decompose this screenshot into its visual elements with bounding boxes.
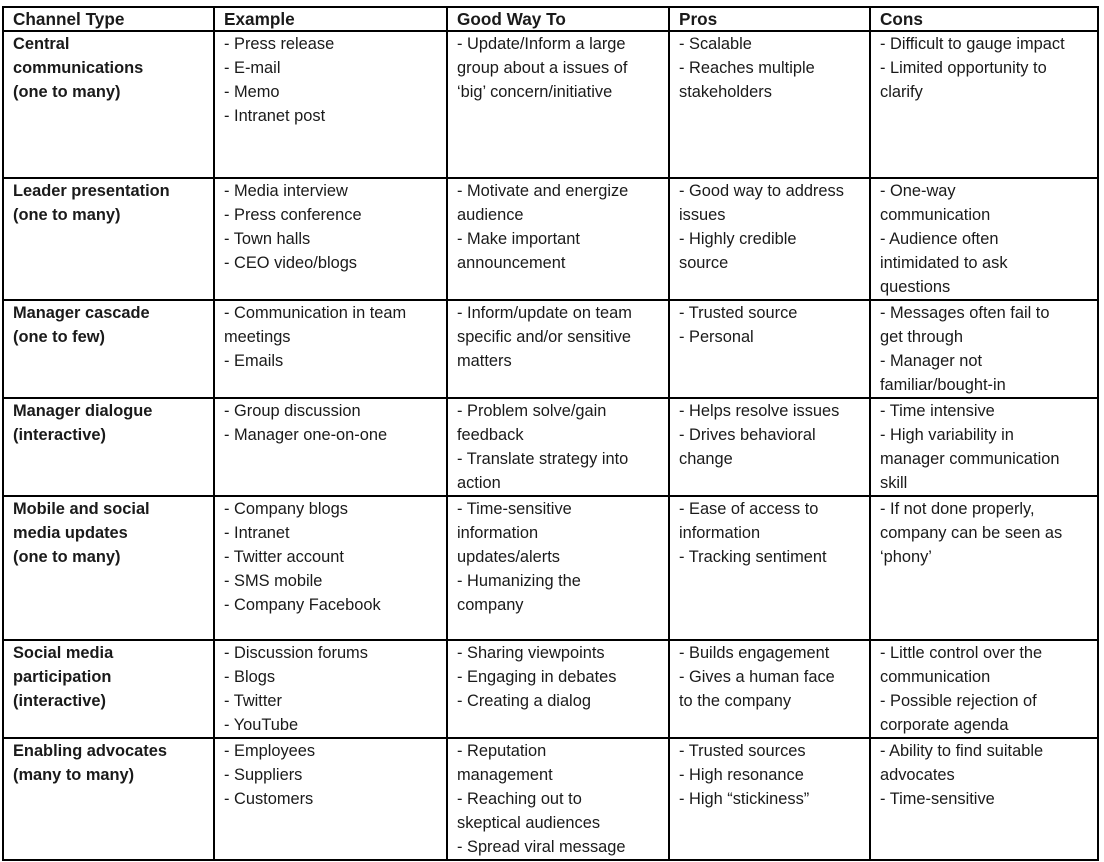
channel-type-cell xyxy=(3,738,214,860)
cell-line: Mobile and social xyxy=(13,500,150,518)
table-row xyxy=(3,31,1098,178)
cell-line: - Little control over the xyxy=(880,644,1043,662)
cell-line: specific and/or sensitive xyxy=(457,328,632,346)
cell-line: Central xyxy=(13,35,70,53)
cell-line: change xyxy=(679,450,733,468)
cell-line: communications xyxy=(13,59,144,77)
cell-line: - Trusted source xyxy=(679,304,798,322)
cell-line: Enabling advocates xyxy=(13,742,167,760)
cell-line: (one to few) xyxy=(13,328,105,346)
communication-channels-table xyxy=(2,6,1099,861)
cell-line: - Messages often fail to xyxy=(880,304,1050,322)
cell-line: - E-mail xyxy=(224,59,281,77)
cell-line: participation xyxy=(13,668,112,686)
cell-line: communication xyxy=(880,668,991,686)
cell-line: - Engaging in debates xyxy=(457,668,617,686)
cell-line: - Drives behavioral xyxy=(679,426,816,444)
cell-line: - Limited opportunity to xyxy=(880,59,1047,77)
cons-cell xyxy=(870,300,1098,398)
example-cell xyxy=(214,738,447,860)
cell-line: get through xyxy=(880,328,963,346)
cell-line: advocates xyxy=(880,766,955,784)
pros-cell xyxy=(669,398,870,496)
cell-line: - Media interview xyxy=(224,182,348,200)
table-row xyxy=(3,496,1098,640)
cell-line: - Personal xyxy=(679,328,754,346)
cell-line: clarify xyxy=(880,83,923,101)
cell-line: - Time-sensitive xyxy=(457,500,572,518)
cell-line: - High resonance xyxy=(679,766,804,784)
cell-line: company xyxy=(457,596,524,614)
cell-line: manager communication xyxy=(880,450,1060,468)
cell-line: (interactive) xyxy=(13,692,106,710)
table-row xyxy=(3,300,1098,398)
table-body xyxy=(3,31,1098,860)
cell-line: - Update/Inform a large xyxy=(457,35,626,53)
cell-line: - If not done properly, xyxy=(880,500,1035,518)
cell-line: meetings xyxy=(224,328,291,346)
table-row xyxy=(3,640,1098,738)
cell-line: - Builds engagement xyxy=(679,644,830,662)
cell-line: - Audience often xyxy=(880,230,999,248)
cell-line: (one to many) xyxy=(13,206,121,224)
cell-line: stakeholders xyxy=(679,83,772,101)
example-cell xyxy=(214,178,447,300)
example-cell xyxy=(214,640,447,738)
header-example: Example xyxy=(214,7,447,31)
cell-line: ‘phony’ xyxy=(880,548,932,566)
header-row xyxy=(3,7,1098,31)
cell-line: - Motivate and energize xyxy=(457,182,629,200)
cell-line: - Town halls xyxy=(224,230,311,248)
cell-line: - Twitter account xyxy=(224,548,344,566)
cell-line: familiar/bought-in xyxy=(880,376,1006,394)
cell-line: - Press conference xyxy=(224,206,362,224)
cell-line: - Reaching out to xyxy=(457,790,582,808)
channel-type-cell xyxy=(3,178,214,300)
cell-line: action xyxy=(457,474,501,492)
cell-line: - Discussion forums xyxy=(224,644,368,662)
good-way-to-cell xyxy=(447,640,669,738)
cell-line: - Twitter xyxy=(224,692,282,710)
cell-line: - Problem solve/gain xyxy=(457,402,607,420)
table-row xyxy=(3,398,1098,496)
cell-line: - Highly credible xyxy=(679,230,797,248)
header-pros: Pros xyxy=(669,7,870,31)
cell-line: announcement xyxy=(457,254,566,272)
cell-line: - Inform/update on team xyxy=(457,304,632,322)
cell-line: - Employees xyxy=(224,742,316,760)
cell-line: media updates xyxy=(13,524,128,542)
cell-line: - YouTube xyxy=(224,716,299,734)
cell-line: intimidated to ask xyxy=(880,254,1008,272)
cell-line: ‘big’ concern/initiative xyxy=(457,83,613,101)
cell-line: - Good way to address xyxy=(679,182,844,200)
channel-type-cell xyxy=(3,398,214,496)
cell-line: corporate agenda xyxy=(880,716,1009,734)
cell-line: - Company Facebook xyxy=(224,596,381,614)
cell-line: - Reputation xyxy=(457,742,547,760)
cell-line: - High variability in xyxy=(880,426,1014,444)
cell-line: Manager dialogue xyxy=(13,402,153,420)
cell-line: - SMS mobile xyxy=(224,572,323,590)
good-way-to-cell xyxy=(447,738,669,860)
cell-line: audience xyxy=(457,206,524,224)
pros-cell xyxy=(669,640,870,738)
channel-type-cell xyxy=(3,640,214,738)
cell-line: - Manager not xyxy=(880,352,983,370)
cell-line: updates/alerts xyxy=(457,548,560,566)
cons-cell xyxy=(870,738,1098,860)
channel-type-cell xyxy=(3,300,214,398)
cell-line: - High “stickiness” xyxy=(679,790,810,808)
cell-line: - Spread viral message xyxy=(457,838,626,856)
cell-line: - Gives a human face xyxy=(679,668,835,686)
cell-line: - Communication in team xyxy=(224,304,407,322)
cell-line: - Sharing viewpoints xyxy=(457,644,605,662)
cell-line: (interactive) xyxy=(13,426,106,444)
good-way-to-cell xyxy=(447,178,669,300)
example-cell xyxy=(214,398,447,496)
cell-line: feedback xyxy=(457,426,524,444)
cons-cell xyxy=(870,398,1098,496)
cell-line: Social media xyxy=(13,644,114,662)
cell-line: - Time-sensitive xyxy=(880,790,995,808)
pros-cell xyxy=(669,178,870,300)
pros-cell xyxy=(669,738,870,860)
cell-line: skeptical audiences xyxy=(457,814,601,832)
good-way-to-cell xyxy=(447,398,669,496)
cell-line: - Ease of access to xyxy=(679,500,819,518)
table-row xyxy=(3,738,1098,860)
cell-line: matters xyxy=(457,352,512,370)
header-channel-type: Channel Type xyxy=(3,7,214,31)
cons-cell xyxy=(870,496,1098,640)
cons-cell xyxy=(870,178,1098,300)
cell-line: - Ability to find suitable xyxy=(880,742,1044,760)
cell-line: - Helps resolve issues xyxy=(679,402,840,420)
pros-cell xyxy=(669,300,870,398)
example-cell xyxy=(214,31,447,178)
cell-line: information xyxy=(679,524,761,542)
cell-line: - Reaches multiple xyxy=(679,59,815,77)
cons-cell xyxy=(870,31,1098,178)
cell-line: company can be seen as xyxy=(880,524,1063,542)
cell-line: - Scalable xyxy=(679,35,752,53)
cell-line: - Company blogs xyxy=(224,500,348,518)
cell-line: - Press release xyxy=(224,35,335,53)
cell-line: source xyxy=(679,254,729,272)
cell-line: communication xyxy=(880,206,991,224)
cell-line: questions xyxy=(880,278,951,296)
cell-line: - Creating a dialog xyxy=(457,692,591,710)
good-way-to-cell xyxy=(447,300,669,398)
cell-line: - Difficult to gauge impact xyxy=(880,35,1065,53)
cell-line: (many to many) xyxy=(13,766,135,784)
cell-line: skill xyxy=(880,474,908,492)
cell-line: to the company xyxy=(679,692,792,710)
channel-type-cell xyxy=(3,31,214,178)
example-cell xyxy=(214,300,447,398)
cell-line: - Group discussion xyxy=(224,402,361,420)
cell-line: - CEO video/blogs xyxy=(224,254,358,272)
cell-line: - Manager one-on-one xyxy=(224,426,388,444)
cons-cell xyxy=(870,640,1098,738)
cell-line: - Tracking sentiment xyxy=(679,548,827,566)
table-row xyxy=(3,178,1098,300)
cell-line: - Intranet xyxy=(224,524,290,542)
cell-line: - Memo xyxy=(224,83,280,101)
cell-line: information xyxy=(457,524,539,542)
cell-line: Leader presentation xyxy=(13,182,170,200)
cell-line: - Possible rejection of xyxy=(880,692,1037,710)
cell-line: - Time intensive xyxy=(880,402,995,420)
example-cell xyxy=(214,496,447,640)
header-cons: Cons xyxy=(870,7,1098,31)
cell-line: - Blogs xyxy=(224,668,276,686)
cell-line: Manager cascade xyxy=(13,304,150,322)
cell-line: - Translate strategy into xyxy=(457,450,629,468)
cell-line: - Intranet post xyxy=(224,107,326,125)
good-way-to-cell xyxy=(447,496,669,640)
cell-line: - Make important xyxy=(457,230,580,248)
cell-line: - Suppliers xyxy=(224,766,303,784)
channel-type-cell xyxy=(3,496,214,640)
cell-line: (one to many) xyxy=(13,548,121,566)
cell-line: - Emails xyxy=(224,352,284,370)
good-way-to-cell xyxy=(447,31,669,178)
pros-cell xyxy=(669,31,870,178)
cell-line: management xyxy=(457,766,553,784)
cell-line: issues xyxy=(679,206,726,224)
cell-line: - One-way xyxy=(880,182,956,200)
cell-line: group about a issues of xyxy=(457,59,628,77)
cell-line: - Trusted sources xyxy=(679,742,806,760)
cell-line: - Customers xyxy=(224,790,314,808)
cell-line: (one to many) xyxy=(13,83,121,101)
pros-cell xyxy=(669,496,870,640)
cell-line: - Humanizing the xyxy=(457,572,581,590)
header-good-way-to: Good Way To xyxy=(447,7,669,31)
